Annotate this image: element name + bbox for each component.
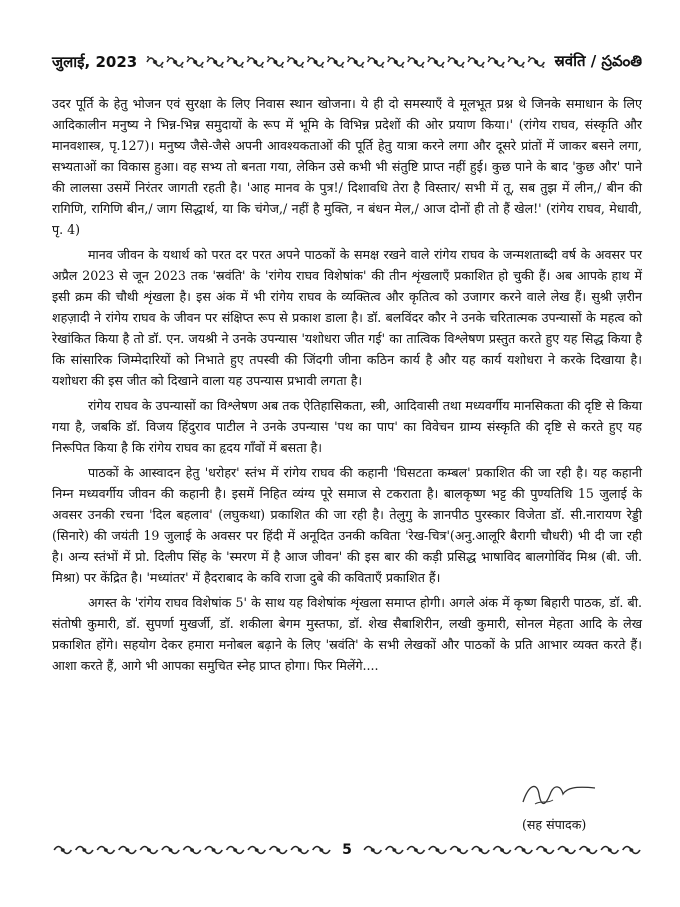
footer-ornament-left [52,842,332,858]
page-footer [52,840,642,860]
editor-signature [515,774,605,814]
issue-date: जुलाई, 2023 [52,53,138,71]
footer-ornament-right [362,842,642,858]
paragraph-5: अगस्त के 'रांगेय राघव विशेषांक 5' के साथ यह विशेषांक शृंखला समाप्त होगी। अगले अंक में कृष्ण बिहारी पाठक, डॉ. बी. संतोषी कुमारी, डॉ. सुपर्णा मुखर्जी, डॉ. शकीला बेगम मुस्तफा, डॉ. शेख सैबाशिरीन, लखी कुमारी, सोनल मेहता आदि के लेख प्रकाशित होंगे। सहयोग देकर हमारा मनोबल बढ़ाने के लिए 'स्रवंति' के सभी लेखकों और पाठकों के प्रति आभार व्यक्त करते हैं। आशा करते हैं, आगे भी आपका समुचित स्नेह प्राप्त होगा। फिर मिलेंगे.... [52,595,642,673]
editorial-body [52,93,642,680]
paragraph-3: रांगेय राघव के उपन्यासों का विश्लेषण अब तक ऐतिहासिकता, स्त्री, आदिवासी तथा मध्यवर्गीय मानसिकता की दृष्टि से किया गया है, जबकि डॉ. विजय हिंदुराव पाटील ने उनके उपन्यास 'पथ का पाप' का विवेचन ग्राम्य संस्कृति की दृष्टि से करते हुए यह निरूपित किया है कि रांगेय राघव का हृदय गाँवों में बसता है। [52,398,642,455]
paragraph-4: पाठकों के आस्वादन हेतु 'धरोहर' स्तंभ में रांगेय राघव की कहानी 'घिसटता कम्बल' प्रकाशित की जा रही है। यह कहानी निम्न मध्यवर्गीय जीवन की कहानी है। इसमें निहित व्यंग्य पूरे समाज से टकराता है। बालकृष्ण भट्ट की पुण्यतिथि 15 जुलाई के अवसर उनकी रचना 'दिल बहलाव' (लघुकथा) प्रकाशित की जा रही है। तेलुगु के ज्ञानपीठ पुरस्कार विजेता डॉ. सी.नारायण रेड्डी (सिनारे) की जयंती 19 जुलाई के अवसर पर हिंदी में अनूदित उनकी कविता 'रेख-चित्र'(अनु.आलूरि बैरागी चौधरी) भी दी जा रही है। अन्य स्तंभों में प्रो. दिलीप सिंह के 'स्मरण में है आज जीवन' की इस बार की कड़ी प्रसिद्ध भाषाविद बालगोविंद मिश्र (बी. जी. मिश्रा) पर केंद्रित है। 'मध्यांतर' में हैदराबाद के कवि राजा दुबे की कविताएँ प्रकाशित हैं। [52,465,642,585]
signature-role: (सह संपादक) [522,817,587,832]
magazine-title: स्रवंति / స్రవంతి [554,51,642,70]
page-header [52,48,642,76]
paragraph-2: मानव जीवन के यथार्थ को परत दर परत अपने पाठकों के समक्ष रखने वाले रांगेय राघव के जन्मशताब्दी वर्ष के अवसर पर अप्रैल 2023 से जून 2023 तक 'स्रवंति' के 'रांगेय राघव विशेषांक' की तीन शृंखलाएँ प्रकाशित हो चुकी हैं। अब आपके हाथ में इसी क्रम की चौथी शृंखला है। इस अंक में भी रांगेय राघव के व्यक्तित्व और कृतित्व को उजागर करने वाले लेख हैं। सुश्री ज़रीन शहज़ादी ने रांगेय राघव के जीवन पर संक्षिप्त रूप से प्रकाश डाला है। डॉ. बलविंदर कौर ने उनके चरितात्मक उपन्यासों के महत्व को रेखांकित किया है तो डॉ. एन. जयश्री ने उनके उपन्यास 'यशोधरा जीत गई' का तात्विक विश्लेषण प्रस्तुत करते हुए यह सिद्ध किया है कि सांसारिक जिम्मेदारियों को निभाते हुए तपस्वी की जिंदगी जीना कठिन कार्य है और यह कार्य यशोधरा ने करके दिखाया है। यशोधरा की इस जीत को दिखाने वाला यह उपन्यास प्रभावी लगता है। [52,247,642,388]
page-number: 5 [342,842,352,858]
paragraph-1: उदर पूर्ति के हेतु भोजन एवं सुरक्षा के लिए निवास स्थान खोजना। ये ही दो समस्याएँ वे मूलभूत प्रश्न थे जिनके समाधान के लिए आदिकालीन मनुष्य ने भिन्न-भिन्न समुदायों के रूप में भूमि के विभिन्न प्रदेशों की ओर प्रयाण किया।' (रांगेय राघव, संस्कृति और मानवशास्त्र, पृ.127)। मनुष्य जैसे-जैसे अपनी आवश्यकताओं की पूर्ति हेतु यात्रा करने लगा और दूसरे प्रांतों में जाकर बसने लगा, सभ्यताओं का विकास हुआ। वह सभ्य तो बनता गया, लेकिन उसे कभी भी संतुष्टि प्राप्त नहीं हुई। कुछ पाने के बाद 'कुछ और' पाने की लालसा उसमें निरंतर जागती रहती है। 'आह मानव के पुत्र!/ दिशावधि तेरा है विस्तार/ सभी में तू, सब तुझ में लीन,/ बीन की रागिणि, रागिणि बीन,/ जाग सिद्धार्थ, या कि चंगेज,/ नहीं है मुक्ति, न बंधन मेल,/ आज दोनों ही तो हैं खेल!' (रांगेय राघव, मेधावी, पृ. 4) [52,96,642,237]
header-ornament [145,53,546,71]
